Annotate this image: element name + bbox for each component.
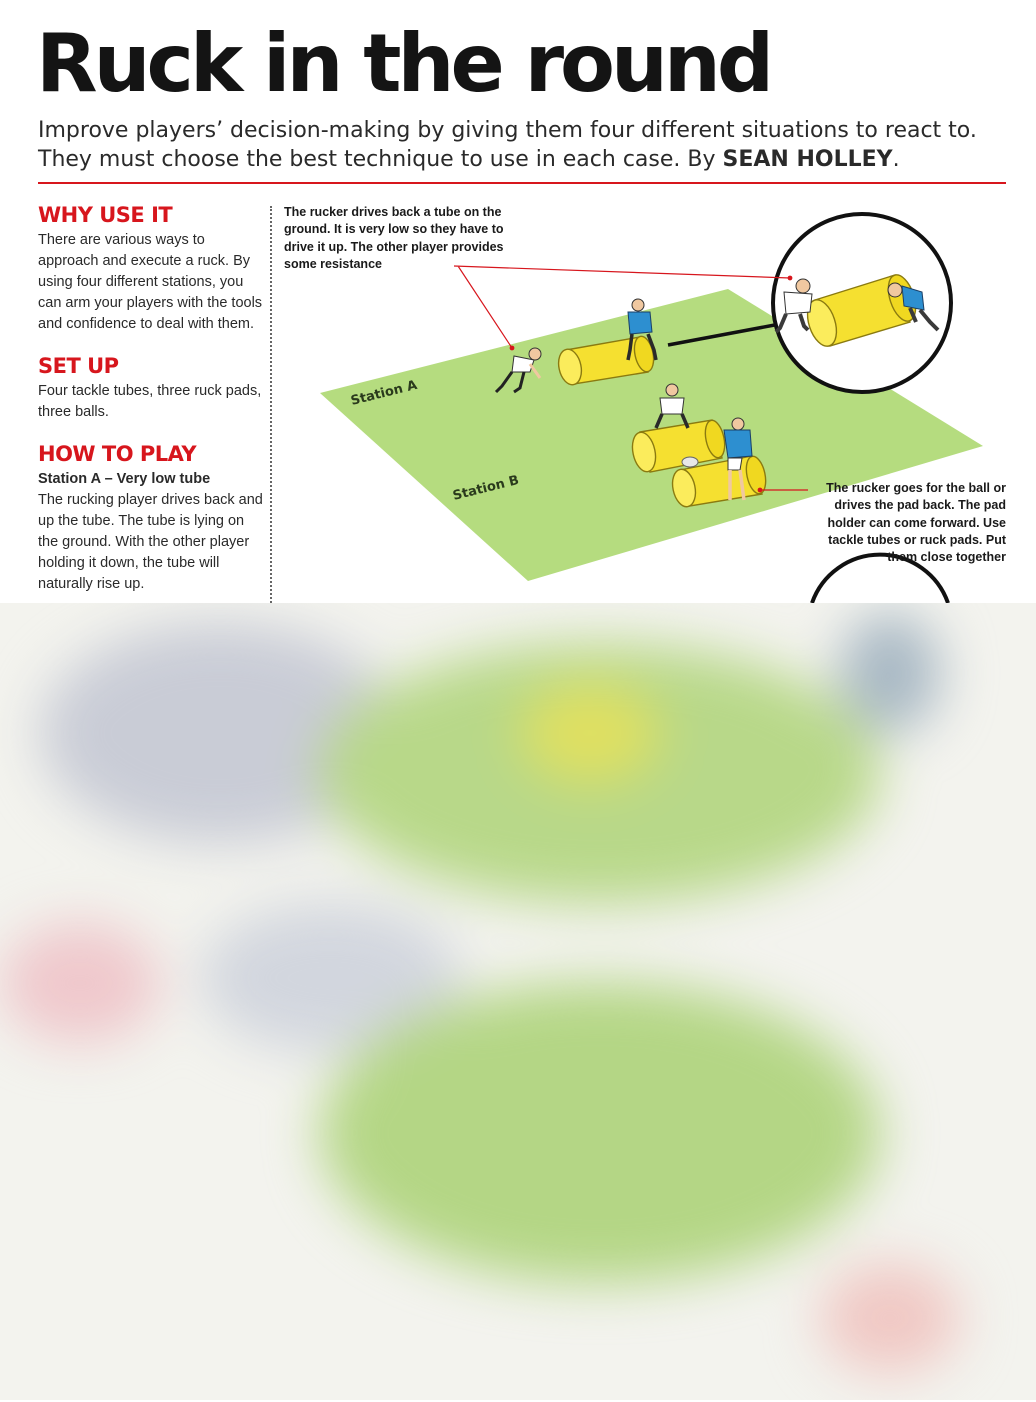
- how-to-play-body: The rucking player drives back and up the tube. The tube is lying on the ground. With the other player holding it down, the tube will naturally rise up.: [38, 492, 263, 592]
- set-up-body: Four tackle tubes, three ruck pads, three balls.: [38, 383, 262, 420]
- standfirst-text: Improve players’ decision-making by giving them four different situations to react to. They must choose the best technique to use in each case. By: [38, 118, 977, 172]
- how-to-play-heading: HOW TO PLAY: [38, 442, 197, 466]
- station-a-label: Station A: [349, 377, 419, 409]
- set-up-heading: SET UP: [38, 354, 119, 378]
- standfirst-end: .: [892, 147, 900, 172]
- blurred-region: [0, 603, 1036, 1400]
- station-a-subheading: Station A – Very low tube: [38, 471, 211, 487]
- station-b-label: Station B: [451, 472, 521, 504]
- note-station-a: The rucker drives back a tube on the ground. It is very low so they have to drive it up. The other player provides some resistance: [284, 205, 504, 271]
- article-title: Ruck in the round: [36, 17, 771, 110]
- why-use-it-body: There are various ways to approach and execute a ruck. By using four different stations, you can arm your players with the tools and confidence to deal with them.: [38, 232, 263, 332]
- author-name: SEAN HOLLEY: [722, 147, 893, 172]
- why-use-it-heading: WHY USE IT: [38, 203, 173, 227]
- zoom-circle-a: [773, 214, 951, 392]
- note-station-b: The rucker goes for the ball or drives the pad back. The pad holder can come forward. Use tackle tubes or ruck pads. Put them close together: [826, 481, 1006, 565]
